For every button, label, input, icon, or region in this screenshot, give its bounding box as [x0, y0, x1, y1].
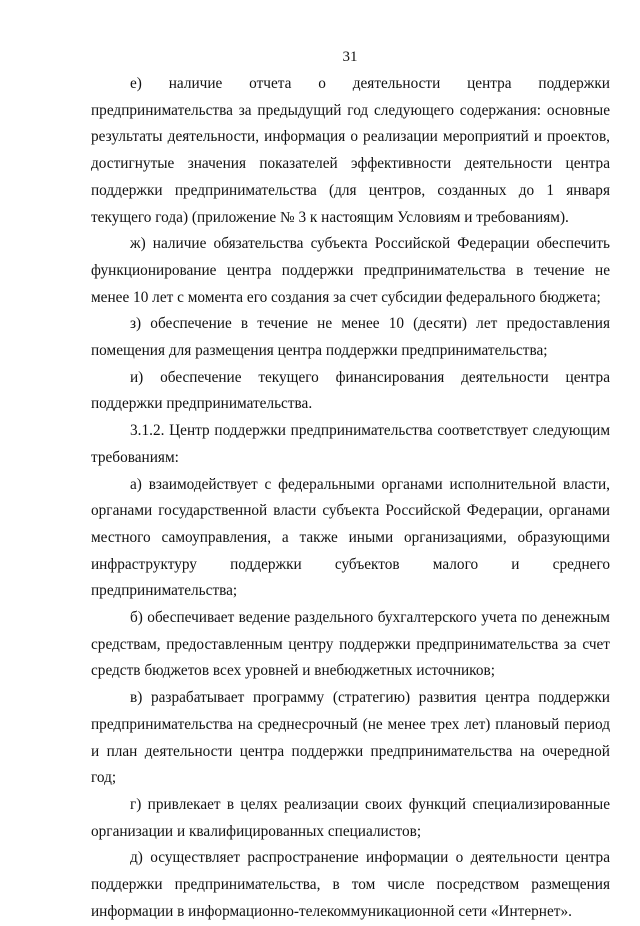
- paragraph-e: е) наличие отчета о деятельности центра поддержки предпринимательства за предыдущий год следующего содержания: основные результаты деятельности, информация о реализации мероприятий и проектов, достигнутые значения показателей эффективности деятельности центра поддержки предпринимательства (для центров, созданных до 1 января текущего года) (приложение № 3 к настоящим Условиям и требованиям).: [91, 75, 610, 226]
- paragraph-g: г) привлекает в целях реализации своих функций специализированные организации и квалифицированных специалистов;: [91, 795, 610, 840]
- paragraph-b: б) обеспечивает ведение раздельного бухгалтерского учета по денежным средствам, предоставленным центру поддержки предпринимательства за счет средств бюджетов всех уровней и внебюджетных источников;: [91, 609, 610, 680]
- paragraph-3-1-2: 3.1.2. Центр поддержки предпринимательства соответствует следующим требованиям:: [91, 422, 610, 466]
- document-body: [91, 71, 610, 926]
- page-number: 31: [342, 49, 358, 65]
- paragraph-d: д) осуществляет распространение информации о деятельности центра поддержки предпринимательства, в том числе посредством размещения информации в информационно-телекоммуникационной сети «Интернет».: [91, 849, 610, 920]
- paragraph-i: и) обеспечение текущего финансирования деятельности центра поддержки предпринимательства.: [91, 368, 610, 413]
- paragraph-z: з) обеспечение в течение не менее 10 (десяти) лет предоставления помещения для размещения центра поддержки предпринимательства;: [91, 315, 610, 360]
- paragraph-a: а) взаимодействует с федеральными органами исполнительной власти, органами государственной власти субъекта Российской Федерации, органами местного самоуправления, а также иными организациями, образующими инфраструктуру поддержки субъектов малого и среднего предпринимательства;: [91, 475, 610, 600]
- paragraph-zh: ж) наличие обязательства субъекта Российской Федерации обеспечить функционирование центра поддержки предпринимательства в течение не менее 10 лет с момента его создания за счет субсидии федерального бюджета;: [91, 235, 610, 306]
- paragraph-v: в) разрабатывает программу (стратегию) развития центра поддержки предпринимательства на среднесрочный (не менее трех лет) плановый период и план деятельности центра поддержки предпринимательства на очередной год;: [91, 689, 610, 787]
